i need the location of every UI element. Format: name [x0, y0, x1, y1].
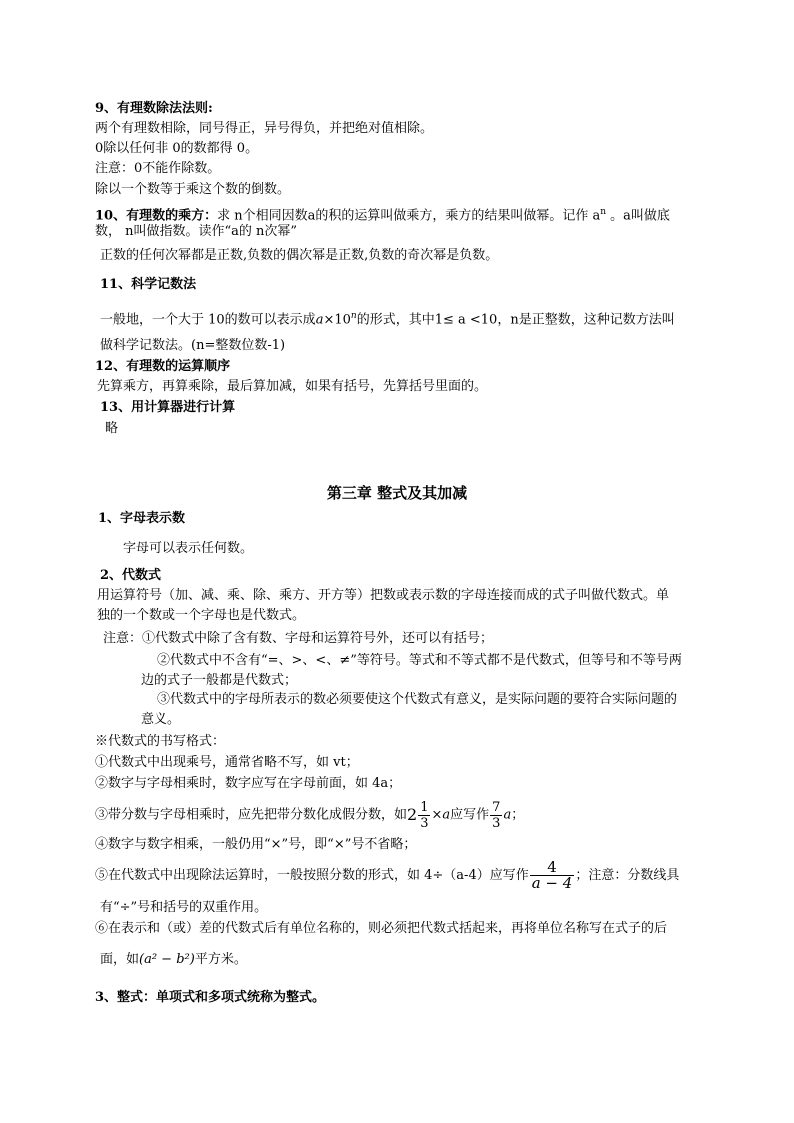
note-3-continued: 意义。: [141, 712, 181, 727]
chapter-section-2-line-2: 独的一个数或一个字母也是代数式。: [97, 608, 306, 623]
note-2-continued: 边的式子一般都是代数式；: [141, 673, 298, 688]
format-rule-3-mid: 应写作: [450, 807, 490, 823]
format-rule-2: ②数字与字母相乘时，数字应写在字母前面，如 4a；: [95, 776, 402, 791]
section-13-heading: 13、用计算器进行计算: [100, 400, 236, 415]
section-10-line-3: 正数的任何次幂都是正数,负数的偶次幂是正数,负数的奇次幂是负数。: [100, 248, 499, 263]
format-rule-5-post: ；注意：分数线具: [575, 868, 680, 883]
section-11-heading: 11、科学记数法: [100, 277, 197, 292]
chapter-title: 第三章 整式及其加减: [326, 484, 468, 502]
format-rule-5-text: ⑤在代数式中出现除法运算时，一般按照分数的形式，如 4÷（a-4）应写作: [95, 868, 529, 883]
section-12-line-1: 先算乘方，再算乘除，最后算加减，如果有括号，先算括号里面的。: [97, 379, 488, 394]
format-rule-6-post: 平方米。: [194, 952, 247, 967]
format-rule-6-pre: 面，如: [100, 952, 140, 967]
format-rule-5: [95, 856, 679, 896]
format-rule-6-continued: [100, 951, 247, 969]
section-11-post: ，n是正整数，这种记数方法叫: [497, 312, 675, 328]
division-fraction: [530, 860, 575, 891]
section-9-line-3: 注意：0不能作除数。: [95, 161, 221, 176]
section-10-heading: 10、有理数的乘方：: [95, 208, 218, 224]
chapter-section-1-heading: 1、字母表示数: [98, 511, 186, 526]
formula-a: a: [315, 312, 324, 328]
section-12-heading: 12、有理数的运算顺序: [95, 359, 231, 374]
formula-range: 1≤ a <10: [434, 312, 498, 328]
improper-numerator: 7: [492, 799, 501, 815]
exponent-n: n: [600, 207, 607, 217]
note-1: 注意：①代数式中除了含有数、字母和运算符号外，还可以有括号；: [103, 631, 494, 646]
section-10-line-1: [95, 203, 670, 225]
note-2: ②代数式中不含有“=、>、<、≠”等符号。等式和不等式都不是代数式，但等号和不等号两: [157, 653, 682, 668]
improper-fraction: [490, 800, 502, 831]
format-rule-3: [95, 796, 524, 834]
section-11-line-2: 做科学记数法。(n=整数位数-1): [100, 338, 286, 353]
section-9-line-4: 除以一个数等于乘这个数的倒数。: [95, 182, 291, 197]
format-rule-1: ①代数式中出现乘号，通常省略不写，如 vt；: [95, 755, 359, 770]
format-heading: ※代数式的书写格式：: [95, 734, 226, 749]
format-rule-4: ④数字与数字相乘，一般仍用“×”号，即“×”号不省略；: [95, 837, 417, 852]
formula-exponent: n: [350, 311, 357, 321]
mixed-number-fraction: [418, 800, 430, 831]
section-11-mid: 的形式，其中: [356, 312, 435, 328]
fraction-denominator: 3: [420, 815, 429, 831]
format-rule-3-text: ③带分数与字母相乘时，应先把带分数化成假分数，如: [95, 807, 408, 823]
improper-denominator: 3: [492, 815, 501, 831]
times-a: ×a: [431, 807, 451, 823]
mixed-number-integer: 2: [407, 805, 418, 824]
formula-times: ×10: [323, 312, 351, 328]
section-10-line-2: 数， n叫做指数。读作“a的 n次幂”: [95, 224, 298, 239]
variable-a: a: [503, 807, 512, 823]
fraction-numerator: 1: [420, 799, 429, 815]
format-rule-5-continued: 有“÷”号和括号的双重作用。: [100, 900, 268, 915]
section-13-line-1: 略: [105, 421, 119, 436]
note-3: ③代数式中的字母所表示的数必须要使这个代数式有意义，是实际问题的要符合实际问题的: [157, 692, 678, 707]
section-9-line-1: 两个有理数相除，同号得正，异号得负，并把绝对值相除。: [95, 121, 434, 136]
chapter-section-2-heading: 2、代数式: [100, 568, 162, 583]
chapter-section-3-heading: 3、整式：单项式和多项式统称为整式。: [95, 990, 326, 1005]
section-10-definition: 求 n个相同因数a的积的运算叫做乘方，乘方的结果叫做幂。记作 a: [217, 208, 601, 224]
section-10-tail: 。a叫做底: [606, 208, 670, 224]
section-11-pre: 一般地，一个大于 10的数可以表示成: [100, 312, 316, 328]
chapter-section-2-line-1: 用运算符号（加、减、乘、除、乘方、开方等）把数或表示数的字母连接而成的式子叫做代数式。单: [97, 588, 670, 603]
format-rule-3-end: ；: [511, 807, 525, 823]
section-11-line-1: [100, 307, 675, 329]
chapter-section-1-line-1: 字母可以表示任何数。: [123, 541, 254, 556]
division-denominator: a − 4: [531, 874, 573, 892]
square-difference-formula: (a² − b²): [139, 952, 195, 967]
section-9-heading: 9、有理数除法法则:: [95, 101, 213, 116]
format-rule-6: ⑥在表示和（或）差的代数式后有单位名称的，则必须把代数式括起来，再将单位名称写在式子的后: [95, 921, 668, 936]
division-numerator: 4: [530, 860, 575, 876]
section-9-line-2: 0除以任何非 0的数都得 0。: [95, 141, 259, 156]
